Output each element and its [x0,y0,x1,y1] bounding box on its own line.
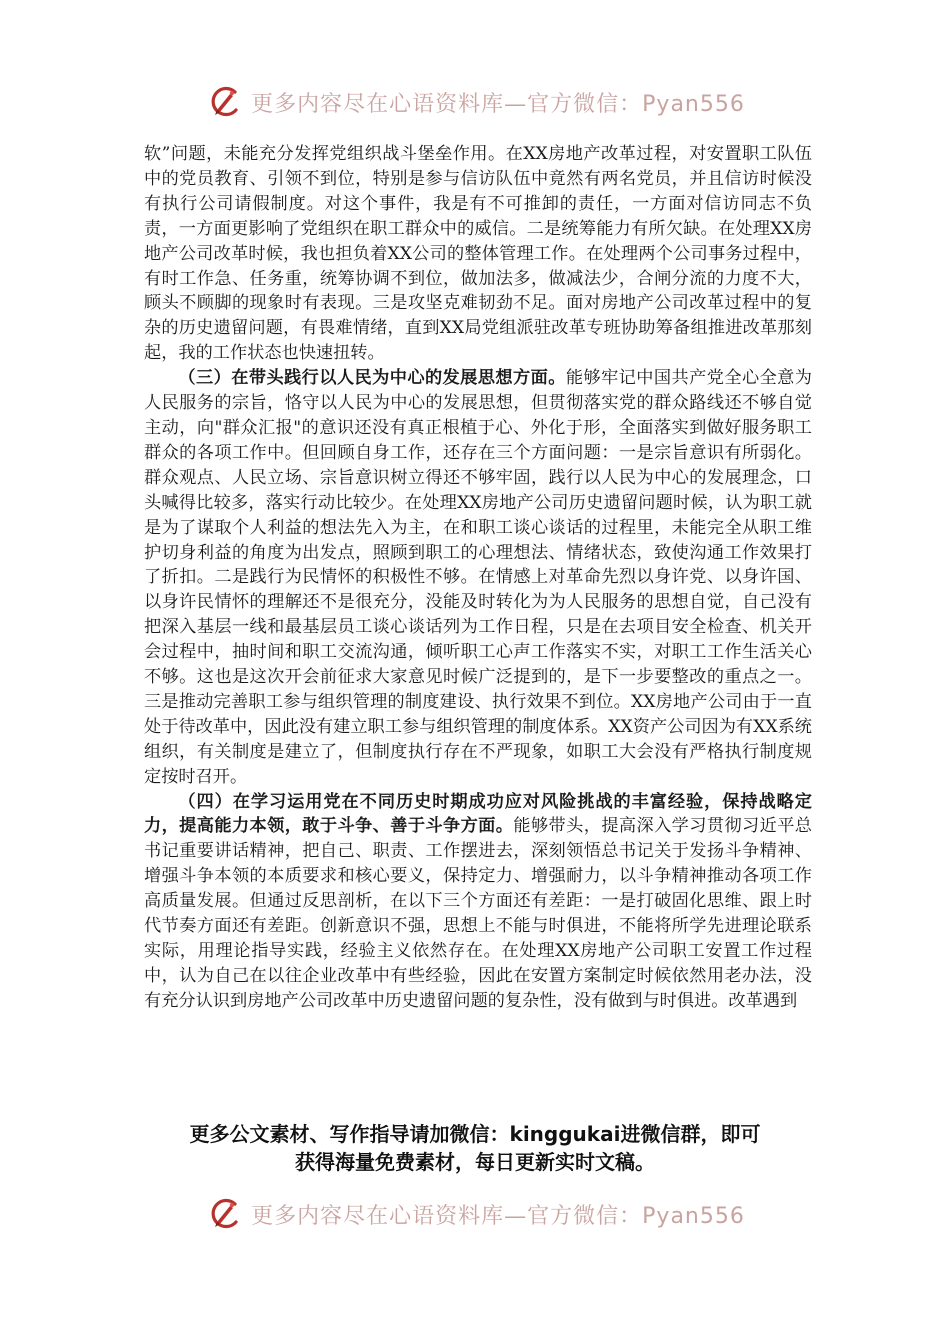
header-banner [0,80,950,124]
promo-line-2: 获得海量免费素材，每日更新实时文稿。 [295,1150,655,1174]
footer-wechat-id: Pyan556 [642,1203,745,1229]
pen-circle-logo-icon [205,1195,243,1233]
document-body [144,142,812,1014]
paragraph-continuation [144,142,812,366]
paragraph-section-four [144,790,812,1014]
promo-notice [120,1120,830,1176]
promo-line-1: 更多公文素材、写作指导请加微信：kinggukai进微信群，即可 [189,1122,761,1146]
footer-banner-text: 更多内容尽在心语资料库—官方微信：Pyan556 [251,1203,745,1229]
section-heading: （四）在学习运用党在不同历史时期成功应对风险挑战的丰富经验，保持战略定力，提高能力本领，敢于斗争、善于斗争方面。 [144,791,812,837]
footer-banner [0,1192,950,1236]
header-banner-text: 更多内容尽在心语资料库—官方微信：Pyan556 [251,91,745,117]
paragraph-body: 软”问题，未能充分发挥党组织战斗堡垒作用。在XX房地产改革过程，对安置职工队伍中的党员教育、引领不到位，特别是参与信访队伍中竟然有两名党员，并且信访时候没有执行公司请假制度。对这个事件，我是有不可推卸的责任，一方面对信访同志不负责，一方面更影响了党组织在职工群众中的威信。二是统筹能力有所欠缺。在处理XX房地产公司改革时候，我也担负着XX公司的整体管理工作。在处理两个公司事务过程中，有时工作急、任务重，统筹协调不到位，做加法多，做减法少，合闸分流的力度不大，顾头不顾脚的现象时有表现。三是攻坚克难韧劲不足。面对房地产公司改革过程中的复杂的历史遗留问题，有畏难情绪，直到XX局党组派驻改革专班协助筹备组推进改革那刻起，我的工作状态也快速扭转。 [144,144,812,364]
header-wechat-id: Pyan556 [642,91,745,117]
paragraph-body: 能够牢记中国共产党全心全意为人民服务的宗旨，恪守以人民为中心的发展思想，但贯彻落实党的群众路线还不够自觉主动，向"群众汇报"的意识还没有真正根植于心、外化于形，全面落实到做好服务职工群众的各项工作中。但回顾自身工作，还存在三个方面问题：一是宗旨意识有所弱化。群众观点、人民立场、宗旨意识树立得还不够牢固，践行以人民为中心的发展理念，口头喊得比较多，落实行动比较少。在处理XX房地产公司历史遗留问题时候，认为职工就是为了谋取个人利益的想法先入为主，在和职工谈心谈话的过程里，未能完全从职工维护切身利益的角度为出发点，照顾到职工的心理想法、情绪状态，致使沟通工作效果打了折扣。二是践行为民情怀的积极性不够。在情感上对革命先烈以身许党、以身许国、以身许民情怀的理解还不是很充分，没能及时转化为为人民服务的思想自觉，自己没有把深入基层一线和最基层员工谈心谈话列为工作日程，只是在去项目安全检查、机关开会过程中，抽时间和职工交流沟通，倾听职工心声工作落实不实，对职工工作生活关心不够。这也是这次开会前征求大家意见时候广泛提到的，是下一步要整改的重点之一。三是推动完善职工参与组织管理的制度建设、执行效果不到位。XX房地产公司由于一直处于待改革中，因此没有建立职工参与组织管理的制度体系。XX资产公司因为有XX系统组织，有关制度是建立了，但制度执行存在不严现象，如职工大会没有严格执行制度规定按时召开。 [144,368,812,787]
section-heading: （三）在带头践行以人民为中心的发展思想方面。 [178,368,566,389]
paragraph-body: 能够带头，提高深入学习贯彻习近平总书记重要讲话精神，把自己、职责、工作摆进去，深刻领悟总书记关于发扬斗争精神、增强斗争本领的本质要求和核心要义，保持定力、增强耐力，以斗争精神推动各项工作高质量发展。但通过反思剖析，在以下三个方面还有差距：一是打破固化思维、跟上时代节奏方面还有差距。创新意识不强，思想上不能与时俱进，不能将所学先进理论联系实际，用理论指导实践，经验主义依然存在。在处理XX房地产公司职工安置工作过程中，认为自己在以往企业改革中有些经验，因此在安置方案制定时候依然用老办法，没有充分认识到房地产公司改革中历史遗留问题的复杂性，没有做到与时俱进。改革遇到 [144,816,812,1011]
paragraph-section-three [144,366,812,789]
pen-circle-logo-icon [205,83,243,121]
